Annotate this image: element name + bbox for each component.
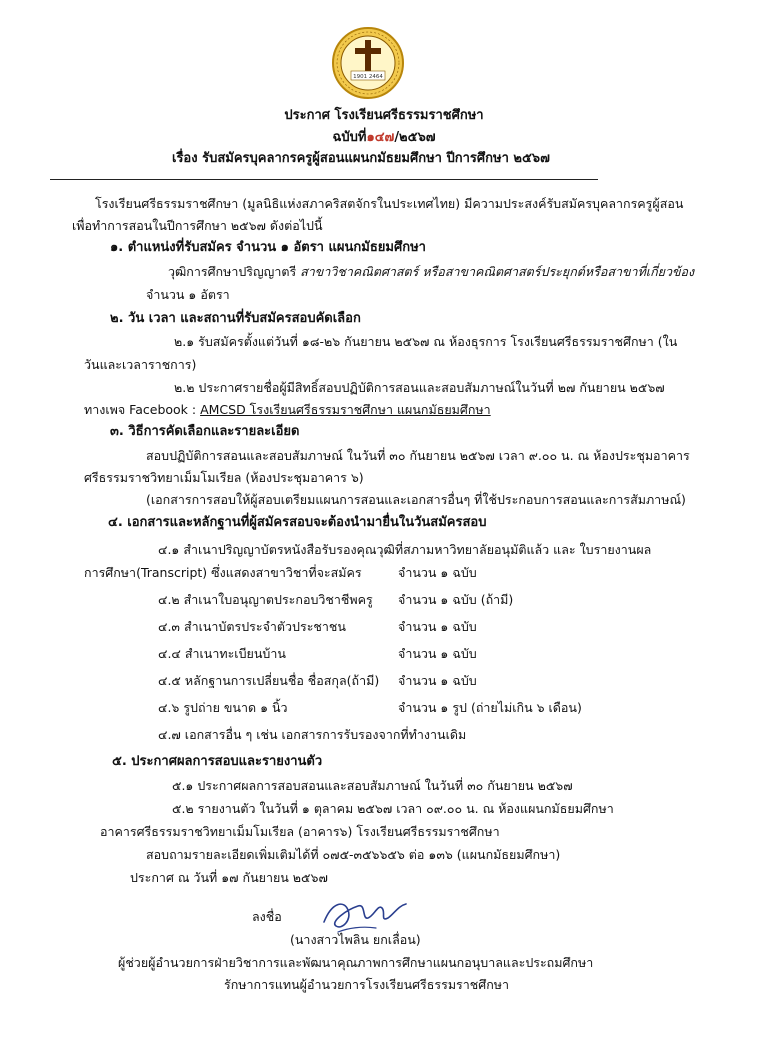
school-logo [331,26,405,100]
section-4-item-label: ๔.๖ รูปถ่าย ขนาด ๑ นิ้ว [158,700,288,715]
section-4-item-label: ๔.๓ สำเนาบัตรประจำตัวประชาชน [158,619,346,634]
handwritten-number: ๑๔๗ [366,130,395,145]
section-5-heading: ๕. ประกาศผลการสอบและรายงานตัว [112,754,323,769]
section-2-item-1a: ๒.๑ รับสมัครตั้งแต่วันที่ ๑๘-๒๖ กันยายน ๒๕๖๗ ณ ห้องธุรการ โรงเรียนศรีธรรมราชศึกษา (ใน [174,334,678,349]
section-4-item-qty: จำนวน ๑ ฉบับ (ถ้ามี) [398,592,514,607]
section-4-item-qty: จำนวน ๑ รูป (ถ่ายไม่เกิน ๖ เดือน) [398,700,582,715]
section-3-item-1b: ศรีธรรมราชวิทยาเม็มโมเรียล (ห้องประชุมอาคาร ๖) [84,470,364,485]
section-4-item-label: ๔.๔ สำเนาทะเบียนบ้าน [158,646,286,661]
section-4-item-1-qty: จำนวน ๑ ฉบับ [398,565,477,580]
header-divider [50,179,598,180]
section-1-qualification: วุฒิการศึกษาปริญญาตรี สาขาวิชาคณิตศาสตร์ หรือสาขาคณิตศาสตร์ประยุกต์หรือสาขาที่เกี่ยวข้อง [168,264,695,279]
intro-line-2: เพื่อทำการสอนในปีการศึกษา ๒๕๖๗ ดังต่อไปนี้ [72,218,323,233]
section-2-heading: ๒. วัน เวลา และสถานที่รับสมัครสอบคัดเลือก [110,311,361,326]
signatory-name: (นางสาวไพลิน ยกเลื่อน) [290,932,421,947]
announcement-subject: เรื่อง รับสมัครบุคลากรครูผู้สอนแผนกมัธยมศึกษา ปีการศึกษา ๒๕๖๗ [172,151,550,166]
section-3-heading: ๓. วิธีการคัดเลือกและรายละเอียด [110,424,300,439]
section-3-item-2: (เอกสารการสอบให้ผู้สอบเตรียมแผนการสอนและเอกสารอื่นๆ ที่ใช้ประกอบการสอนและการสัมภาษณ์) [146,492,686,507]
signatory-position-1: ผู้ช่วยผู้อำนวยการฝ่ายวิชาการและพัฒนาคุณภาพการศึกษาแผนกอนุบาลและประถมศึกษา [118,955,594,970]
section-4-item-label: ๔.๒ สำเนาใบอนุญาตประกอบวิชาชีพครู [158,592,373,607]
announcement-title: ประกาศ โรงเรียนศรีธรรมราชศึกษา [284,108,484,123]
facebook-page-link[interactable]: AMCSD โรงเรียนศรีธรรมราชศึกษา แผนกมัธยมศึกษา [200,402,491,417]
section-4-item-label: ๔.๕ หลักฐานการเปลี่ยนชื่อ ชื่อสกุล(ถ้ามี) [158,673,380,688]
section-5-item-2a: ๕.๒ รายงานตัว ในวันที่ ๑ ตุลาคม ๒๕๖๗ เวลา ๐๙.๐๐ น. ณ ห้องแผนกมัธยมศึกษา [172,801,614,816]
section-2-item-2b: ทางเพจ Facebook : AMCSD โรงเรียนศรีธรรมราชศึกษา แผนกมัธยมศึกษา [84,402,491,417]
contact-line: สอบถามรายละเอียดเพิ่มเติมได้ที่ ๐๗๕-๓๕๖๖๕๖ ต่อ ๑๓๖ (แผนกมัธยมศึกษา) [146,847,561,862]
handwritten-signature [318,892,410,936]
signatory-position-2: รักษาการแทนผู้อำนวยการโรงเรียนศรีธรรมราชศึกษา [224,977,510,992]
section-5-item-1: ๕.๑ ประกาศผลการสอบสอนและสอบสัมภาษณ์ ในวันที่ ๓๐ กันยายน ๒๕๖๗ [172,778,573,793]
section-4-item-1b: การศึกษา(Transcript) ซึ่งแสดงสาขาวิชาที่จะสมัคร [84,565,362,580]
section-4-item-qty: จำนวน ๑ ฉบับ [398,673,477,688]
section-5-item-2b: อาคารศรีธรรมราชวิทยาเม็มโมเรียล (อาคาร๖) โรงเรียนศรีธรรมราชศึกษา [100,824,500,839]
section-1-heading: ๑. ตำแหน่งที่รับสมัคร จำนวน ๑ อัตรา แผนกมัธยมศึกษา [110,240,426,255]
section-4-item-qty: จำนวน ๑ ฉบับ [398,619,477,634]
announcement-date: ประกาศ ณ วันที่ ๑๗ กันยายน ๒๕๖๗ [130,870,328,885]
section-3-item-1a: สอบปฏิบัติการสอนและสอบสัมภาษณ์ ในวันที่ ๓๐ กันยายน ๒๕๖๗ เวลา ๙.๐๐ น. ณ ห้องประชุมอาคาร [146,448,690,463]
section-4-heading: ๔. เอกสารและหลักฐานที่ผู้สมัครสอบจะต้องนำมายื่นในวันสมัครสอบ [108,515,487,530]
sign-label: ลงชื่อ [252,909,282,924]
logo-years: 1901 2464 [353,74,383,80]
intro-line-1: โรงเรียนศรีธรรมราชศึกษา (มูลนิธิแห่งสภาคริสตจักรในประเทศไทย) มีความประสงค์รับสมัครบุคลากรครูผู้สอน [95,196,684,211]
section-4-item-7: ๔.๗ เอกสารอื่น ๆ เช่น เอกสารการรับรองจากที่ทำงานเดิม [158,727,467,742]
section-4-item-qty: จำนวน ๑ ฉบับ [398,646,477,661]
section-4-item-1a: ๔.๑ สำเนาปริญญาบัตรหนังสือรับรองคุณวุฒิที่สภามหาวิทยาลัยอนุมัติแล้ว และ ใบรายงานผล [158,542,652,557]
section-1-count: จำนวน ๑ อัตรา [146,287,230,302]
announcement-number: ฉบับที่๑๔๗/๒๕๖๗ [332,130,436,145]
section-2-item-2a: ๒.๒ ประกาศรายชื่อผู้มีสิทธิ์สอบปฏิบัติการสอนและสอบสัมภาษณ์ในวันที่ ๒๗ กันยายน ๒๕๖๗ [174,380,665,395]
section-2-item-1b: วันและเวลาราชการ) [84,357,197,372]
